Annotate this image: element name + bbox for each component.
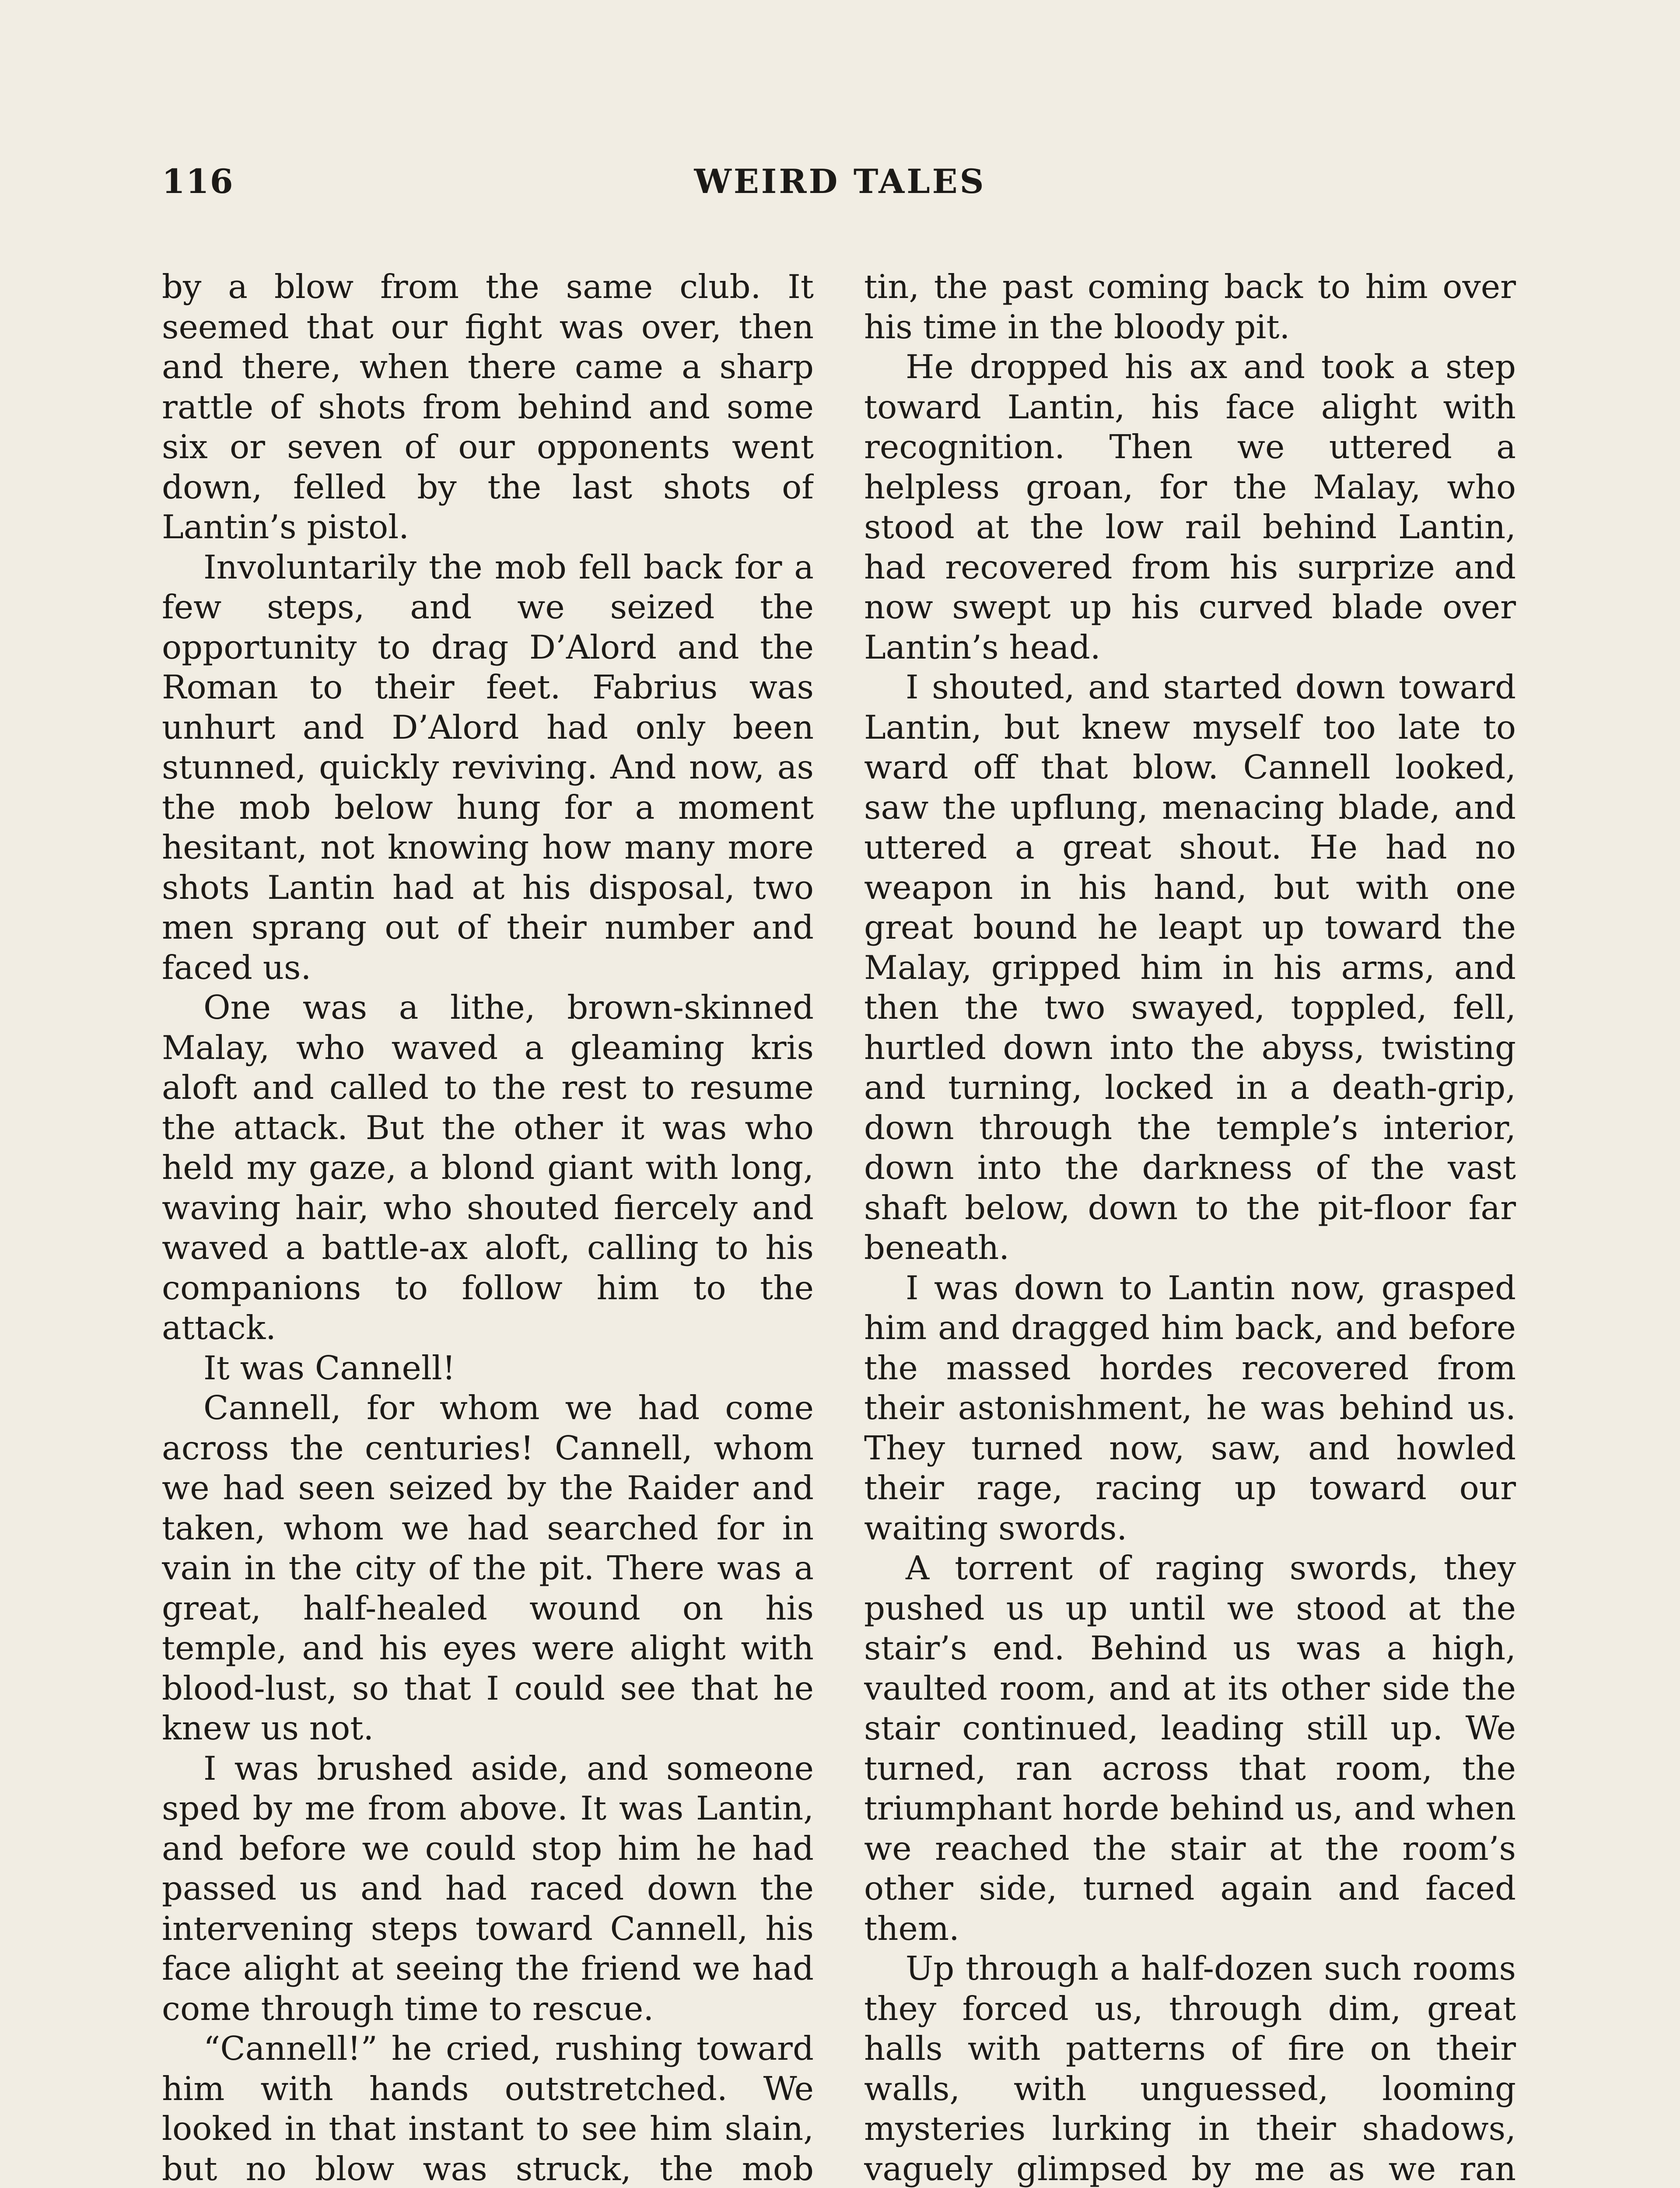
paragraph: “Cannell!” he cried, rushing toward him with hands outstretched. We looked in that instant to see him slain, but no blow was struck, the mob	[162, 2029, 814, 2188]
paragraph: He dropped his ax and took a step toward Lantin, his face alight with recognition. Then we uttered a helpless groan, for the Malay, who stood at the low rail behind Lantin, had recovered from his surprize and now swept up his curved blade over Lantin’s head.	[864, 347, 1516, 666]
paragraph: I was brushed aside, and someone sped by me from above. It was Lantin, and before we could stop him he had passed us and had raced down the intervening steps toward Cannell, his face alight at seeing the friend we had come through time to rescue.	[162, 1749, 814, 2028]
paragraph: Cannell, for whom we had come across the centuries! Cannell, whom we had seen seized by the Raider and taken, whom we had searched for in vain in the city of the pit. There was a great, half-healed wound on his temple, and his eyes were alight with blood-lust, so that I could see that he knew us not.	[162, 1389, 814, 1747]
paragraph: One was a lithe, brown-skinned Malay, who waved a gleaming kris aloft and called to the rest to resume the attack. But the other it was who held my gaze, a blond giant with long, waving hair, who shouted fiercely and waved a battle-ax aloft, calling to his companions to follow him to the attack.	[162, 988, 814, 1347]
paragraph: A torrent of raging swords, they pushed us up until we stood at the stair’s end. Behind us was a high, vaulted room, and at its other side the stair continued, leading still up. We turned, ran across that room, the triumphant horde behind us, and when we reached the stair at the room’s other side, turned again and faced them.	[864, 1549, 1516, 1948]
paragraph: Up through a half-dozen such rooms they forced us, through dim, great halls with patterns of fire on their walls, with unguessed, looming mysteries lurking in their shadows, vaguely glimpsed by me as we ran	[864, 1949, 1516, 2188]
paragraph: tin, the past coming back to him over his time in the bloody pit.	[864, 267, 1516, 346]
right-text-column	[864, 267, 1516, 2188]
paragraph: I was down to Lantin now, grasped him and dragged him back, and before the massed hordes recovered from their astonishment, he was behind us. They turned now, saw, and howled their rage, racing up toward our waiting swords.	[864, 1268, 1516, 1547]
page-number: 116	[162, 162, 234, 201]
paragraph: It was Cannell!	[203, 1348, 456, 1387]
running-title: WEIRD TALES	[694, 162, 986, 201]
paragraph: Involuntarily the mob fell back for a few steps, and we seized the opportunity to drag D’Alord and the Roman to their feet. Fabrius was unhurt and D’Alord had only been stunned, quickly reviving. And now, as the mob below hung for a moment hesitant, not knowing how many more shots Lantin had at his disposal, two men sprang out of their number and faced us.	[162, 547, 814, 987]
paragraph: I shouted, and started down toward Lantin, but knew myself too late to ward off that blow. Cannell looked, saw the upflung, menacing blade, and uttered a great shout. He had no weapon in his hand, but with one great bound he leapt up toward the Malay, gripped him in his arms, and then the two swayed, toppled, fell, hurtled down into the abyss, twisting and turning, locked in a death-grip, down through the temple’s interior, down into the darkness of the vast shaft below, down to the pit-floor far beneath.	[864, 668, 1516, 1267]
left-text-column	[162, 267, 814, 2188]
paragraph: by a blow from the same club. It seemed that our fight was over, then and there, when there came a sharp rattle of shots from behind and some six or seven of our opponents went down, felled by the last shots of Lantin’s pistol.	[162, 267, 814, 546]
